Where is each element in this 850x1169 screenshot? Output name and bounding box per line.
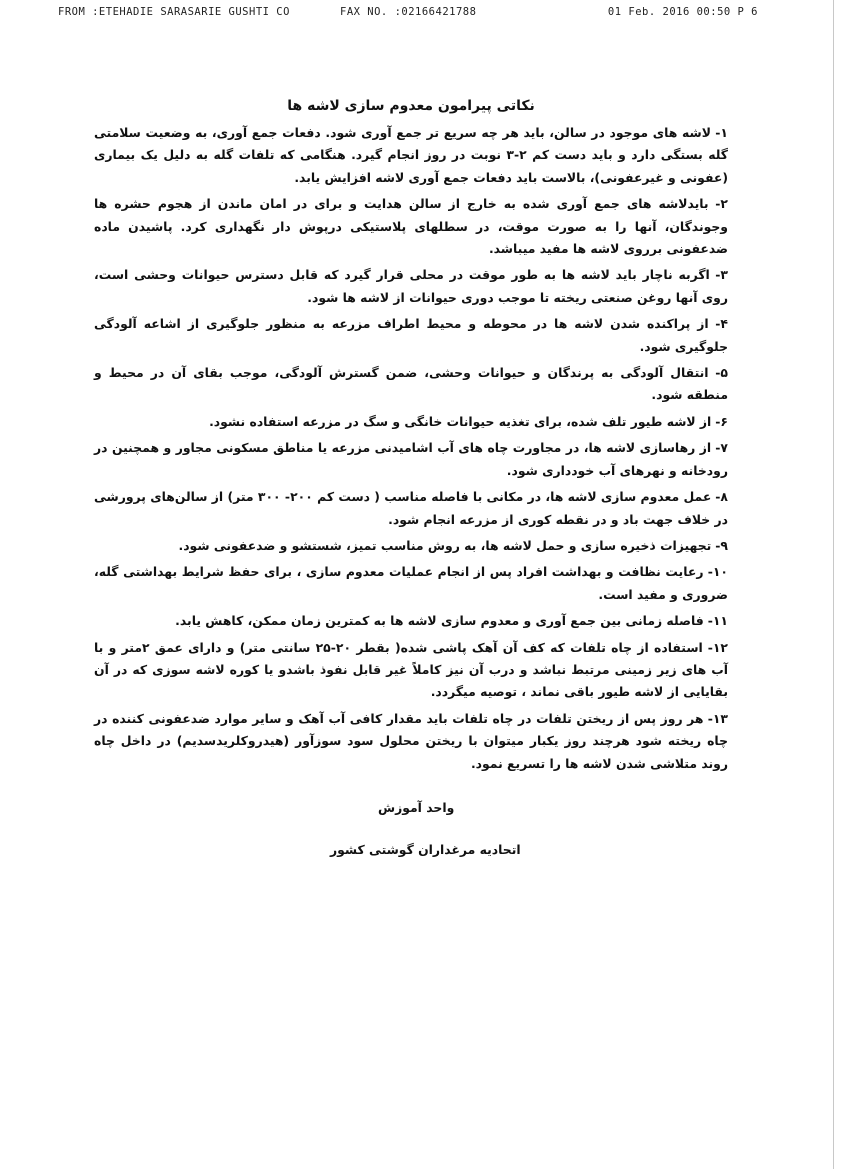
list-item bbox=[94, 313, 728, 358]
scan-edge-line bbox=[833, 0, 834, 1169]
item-number: ۴- bbox=[715, 316, 728, 332]
list-item bbox=[94, 561, 728, 606]
item-number: ۳- bbox=[715, 267, 728, 283]
document-body bbox=[94, 96, 728, 779]
item-text: عمل معدوم سازی لاشه ها، در مکانی با فاصله مناسب ( دست کم ۲۰۰- ۳۰۰ متر) از سالن‌های پرورشی در خلاف جهت باد و در نقطه کوری از مزرعه انجام شود. bbox=[94, 489, 728, 527]
item-number: ۹- bbox=[715, 537, 728, 553]
list-item bbox=[94, 535, 728, 557]
list-item bbox=[94, 122, 728, 189]
item-text: انتقال آلودگی به پرندگان و حیوانات وحشی، ضمن گسترش آلودگی، موجب بقای آن در محیط و منطقه شود. bbox=[94, 365, 728, 403]
item-number: ۸- bbox=[715, 489, 728, 505]
signature-department: واحد آموزش bbox=[378, 800, 455, 815]
fax-header bbox=[58, 6, 758, 22]
list-item bbox=[94, 264, 728, 309]
item-text: بایدلاشه های جمع آوری شده به خارج از سالن هدایت و برای در امان ماندن از هجوم حشره ها وجوندگان، آنها را به صورت موقت، در سطلهای پلاستیکی درپوش دار نگهداری کرد. پاشیدن ماده ضدعفونی برروی لاشه ها مفید میباشد. bbox=[94, 196, 728, 257]
item-text: از پراکنده شدن لاشه ها در محوطه و محیط اطراف مزرعه به منظور جلوگیری از اشاعه آلودگی جلوگیری شود. bbox=[94, 316, 728, 354]
item-number: ۱۰- bbox=[707, 564, 728, 580]
document-title: نکاتی پیرامون معدوم سازی لاشه ها bbox=[287, 98, 535, 114]
list-item bbox=[94, 708, 728, 775]
item-text: رعایت نظافت و بهداشت افراد پس از انجام عملیات معدوم سازی ، برای حفظ شرایط بهداشتی گله، ضروری و مفید است. bbox=[94, 564, 728, 602]
list-item bbox=[94, 610, 728, 632]
item-text: از لاشه طیور تلف شده، برای تغذیه حیوانات خانگی و سگ در مزرعه استفاده نشود. bbox=[209, 413, 712, 429]
item-text: اگربه ناچار باید لاشه ها به طور موقت در محلی قرار گیرد که قابل دسترس حیوانات وحشی است، روی آنها روغن صنعتی ریخته تا موجب دوری حیوانات از لاشه ها شود. bbox=[94, 267, 728, 305]
fax-date: 01 Feb. 2016 00:50 P 6 bbox=[607, 6, 758, 18]
list-item bbox=[94, 486, 728, 531]
fax-number: FAX NO. :02166421788 bbox=[340, 6, 477, 18]
item-text: فاصله زمانی بین جمع آوری و معدوم سازی لاشه ها به کمترین زمان ممکن، کاهش یابد. bbox=[175, 613, 704, 629]
list-item bbox=[94, 437, 728, 482]
list-item bbox=[94, 411, 728, 433]
item-number: ۲- bbox=[715, 196, 728, 212]
fax-sender: FROM :ETEHADIE SARASARIE GUSHTI CO bbox=[58, 6, 290, 18]
item-number: ۱۱- bbox=[707, 613, 728, 629]
list-item bbox=[94, 193, 728, 260]
item-number: ۵- bbox=[715, 365, 728, 381]
list-item bbox=[94, 637, 728, 704]
item-number: ۶- bbox=[715, 413, 728, 429]
item-text: لاشه های موجود در سالن، باید هر چه سریع تر جمع آوری شود. دفعات جمع آوری، به وضعیت سلامتی گله بستگی دارد و باید دست کم ۲-۳ نوبت در روز انجام گیرد. هنگامی که تلفات گله به دلیل یک بیماری (عفونی و غیرعفونی)، بالاست باید دفعات جمع آوری لاشه افزایش یابد. bbox=[94, 125, 728, 185]
signature-organization: اتحادیه مرغداران گوشتی کشور bbox=[330, 842, 521, 857]
item-text: تجهیزات ذخیره سازی و حمل لاشه ها، به روش مناسب تمیز، شستشو و ضدعفونی شود. bbox=[178, 537, 712, 553]
item-text: از رهاسازی لاشه ها، در مجاورت چاه های آب اشامیدنی مزرعه یا مناطق مسکونی مجاور و همچنین در رودخانه و نهرهای آب خودداری شود. bbox=[94, 440, 728, 478]
item-number: ۱- bbox=[715, 125, 728, 140]
item-text: استفاده از چاه تلفات که کف آن آهک پاشی شده( بقطر ۲۰-۲۵ سانتی متر) و دارای عمق ۲متر و با آب های زیر زمینی مرتبط نباشد و درب آن نیز کاملاً غیر قابل نفوذ باشدو یا کوره لاشه سوزی که در آن بقایایی از لاشه طیور باقی نماند ، توصیه میگردد. bbox=[94, 639, 728, 700]
list-item bbox=[94, 362, 728, 407]
item-number: ۷- bbox=[715, 440, 728, 456]
item-text: هر روز پس از ریختن تلفات در چاه تلفات باید مقدار کافی آب آهک و سایر موارد ضدعفونی کننده در چاه ریخته شود هرچند روز یکبار میتوان با ریختن محلول سود سوزآور (هیدروکلریدسدیم) در داخل چاه روند متلاشی شدن لاشه ها را تسریع نمود. bbox=[94, 710, 728, 771]
item-number: ۱۲- bbox=[707, 639, 728, 655]
item-number: ۱۳- bbox=[707, 710, 728, 726]
